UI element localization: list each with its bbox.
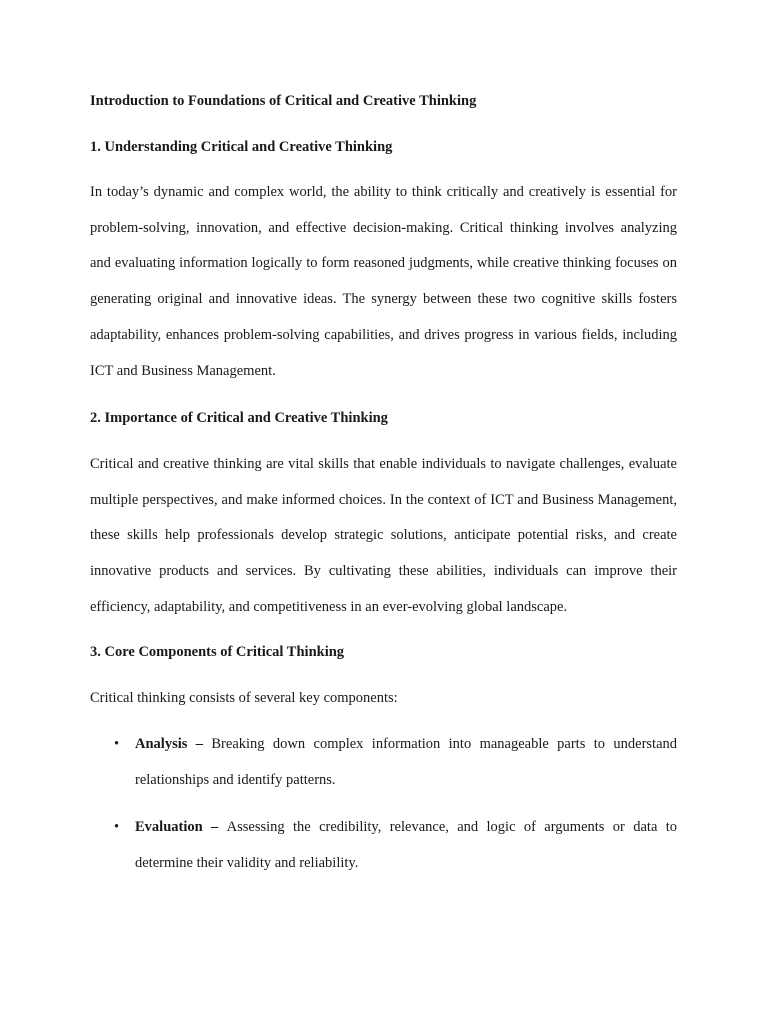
list-item-description: Assessing the credibility, relevance, and logic of arguments or data to determine their validity and reliability. xyxy=(135,819,678,871)
bullet-icon: • xyxy=(114,819,120,835)
list-item-analysis xyxy=(90,727,677,798)
list-item-evaluation xyxy=(90,810,677,881)
section-2-heading: 2. Importance of Critical and Creative Thinking xyxy=(90,410,388,426)
list-item-description: Breaking down complex information into manageable parts to understand relationships and identify patterns. xyxy=(135,736,678,788)
list-item-text xyxy=(135,810,677,881)
list-item-separator: – xyxy=(202,819,227,835)
list-item-term: Evaluation xyxy=(135,819,203,835)
list-item-text xyxy=(135,727,677,798)
list-item-separator: – xyxy=(187,736,212,752)
section-3-heading: 3. Core Components of Critical Thinking xyxy=(90,644,345,660)
list-item-term: Analysis xyxy=(135,736,188,752)
section-3-intro: Critical thinking consists of several key components: xyxy=(90,690,398,706)
document-title: Introduction to Foundations of Critical and Creative Thinking xyxy=(90,93,477,109)
bullet-icon: • xyxy=(114,736,120,752)
section-2-paragraph: Critical and creative thinking are vital skills that enable individuals to navigate challenges, evaluate multiple perspectives, and make informed choices. In the context of ICT and Business Management, these skills help professionals develop strategic solutions, anticipate potential risks, and create innovative products and services. By cultivating these abilities, individuals can improve their efficiency, adaptability, and competitiveness in an ever-evolving global landscape. xyxy=(90,456,677,615)
section-1-heading: 1. Understanding Critical and Creative Thinking xyxy=(90,139,393,155)
section-1-paragraph: In today’s dynamic and complex world, the ability to think critically and creatively is essential for problem-solving, innovation, and effective decision-making. Critical thinking involves analyzing and evaluating information logically to form reasoned judgments, while creative thinking focuses on generating original and innovative ideas. The synergy between these two cognitive skills fosters adaptability, enhances problem-solving capabilities, and drives progress in various fields, including ICT and Business Management. xyxy=(90,184,677,379)
